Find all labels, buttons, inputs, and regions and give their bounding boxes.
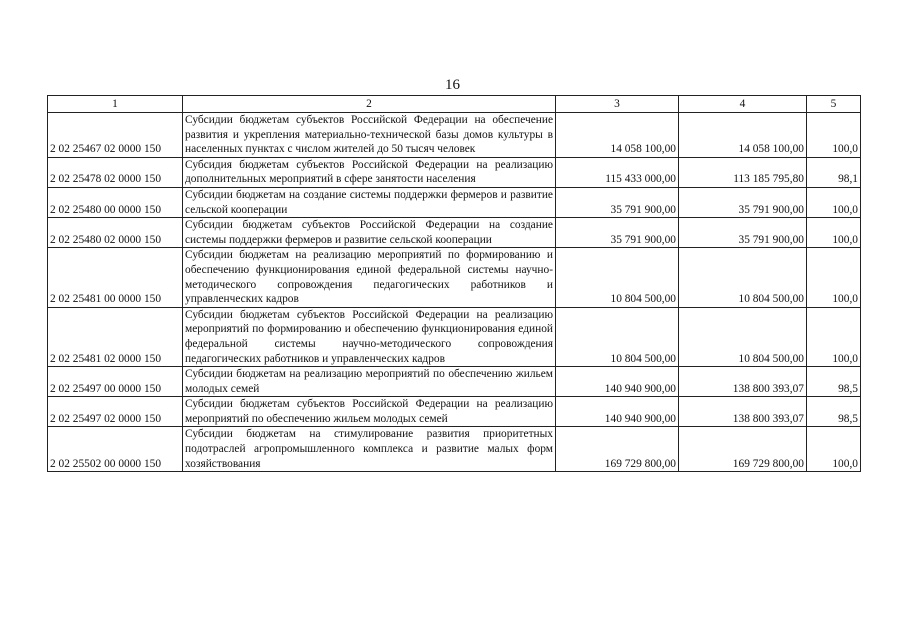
row-name: Субсидии бюджетам на реализацию мероприятий по обеспечению жильем молодых семей [183, 367, 556, 397]
header-row [48, 96, 861, 113]
table-row [48, 367, 861, 397]
row-plan: 115 433 000,00 [556, 157, 679, 187]
table-row [48, 307, 861, 366]
table-row [48, 113, 861, 158]
row-code: 2 02 25497 00 0000 150 [48, 367, 183, 397]
row-name: Субсидии бюджетам на реализацию мероприятий по формированию и обеспечению функционирования единой федеральной системы научно-методического сопровождения педагогических работников и управленческих кадров [183, 248, 556, 307]
row-name: Субсидия бюджетам субъектов Российской Федерации на реализацию дополнительных мероприятий в сфере занятости населения [183, 157, 556, 187]
row-plan: 140 940 900,00 [556, 367, 679, 397]
row-fact: 138 800 393,07 [679, 397, 807, 427]
page-number: 16 [445, 77, 460, 93]
row-percent: 100,0 [807, 113, 861, 158]
row-code: 2 02 25480 00 0000 150 [48, 187, 183, 217]
table-row [48, 427, 861, 472]
row-percent: 98,5 [807, 397, 861, 427]
header-col-5: 5 [807, 96, 861, 113]
row-code: 2 02 25478 02 0000 150 [48, 157, 183, 187]
header-col-3: 3 [556, 96, 679, 113]
row-percent: 100,0 [807, 248, 861, 307]
row-code: 2 02 25467 02 0000 150 [48, 113, 183, 158]
row-plan: 35 791 900,00 [556, 187, 679, 217]
row-plan: 10 804 500,00 [556, 248, 679, 307]
header-col-1: 1 [48, 96, 183, 113]
table-row [48, 248, 861, 307]
row-fact: 169 729 800,00 [679, 427, 807, 472]
row-name: Субсидии бюджетам субъектов Российской Федерации на создание системы поддержки фермеров и развитие сельской кооперации [183, 218, 556, 248]
header-col-4: 4 [679, 96, 807, 113]
row-fact: 14 058 100,00 [679, 113, 807, 158]
table-row [48, 218, 861, 248]
row-name: Субсидии бюджетам субъектов Российской Федерации на реализацию мероприятий по формированию и обеспечению функционирования единой федеральной системы научно-методического сопровождения педагогических работников и управленческих кадров [183, 307, 556, 366]
row-percent: 100,0 [807, 427, 861, 472]
row-plan: 169 729 800,00 [556, 427, 679, 472]
table-row [48, 157, 861, 187]
header-col-2: 2 [183, 96, 556, 113]
row-plan: 14 058 100,00 [556, 113, 679, 158]
row-fact: 35 791 900,00 [679, 218, 807, 248]
row-code: 2 02 25497 02 0000 150 [48, 397, 183, 427]
row-percent: 98,1 [807, 157, 861, 187]
row-plan: 10 804 500,00 [556, 307, 679, 366]
row-code: 2 02 25481 00 0000 150 [48, 248, 183, 307]
row-code: 2 02 25502 00 0000 150 [48, 427, 183, 472]
row-fact: 35 791 900,00 [679, 187, 807, 217]
row-code: 2 02 25481 02 0000 150 [48, 307, 183, 366]
row-fact: 10 804 500,00 [679, 307, 807, 366]
row-percent: 98,5 [807, 367, 861, 397]
table-row [48, 187, 861, 217]
row-plan: 35 791 900,00 [556, 218, 679, 248]
table-row [48, 397, 861, 427]
row-name: Субсидии бюджетам субъектов Российской Федерации на обеспечение развития и укрепления материально-технической базы домов культуры в населенных пунктах с числом жителей до 50 тысяч человек [183, 113, 556, 158]
row-plan: 140 940 900,00 [556, 397, 679, 427]
row-fact: 138 800 393,07 [679, 367, 807, 397]
row-percent: 100,0 [807, 218, 861, 248]
budget-table [47, 95, 861, 472]
row-name: Субсидии бюджетам субъектов Российской Федерации на реализацию мероприятий по обеспечению жильем молодых семей [183, 397, 556, 427]
row-code: 2 02 25480 02 0000 150 [48, 218, 183, 248]
row-fact: 10 804 500,00 [679, 248, 807, 307]
row-name: Субсидии бюджетам на стимулирование развития приоритетных подотраслей агропромышленного комплекса и развитие малых форм хозяйствования [183, 427, 556, 472]
row-name: Субсидии бюджетам на создание системы поддержки фермеров и развитие сельской кооперации [183, 187, 556, 217]
row-percent: 100,0 [807, 187, 861, 217]
row-percent: 100,0 [807, 307, 861, 366]
row-fact: 113 185 795,80 [679, 157, 807, 187]
